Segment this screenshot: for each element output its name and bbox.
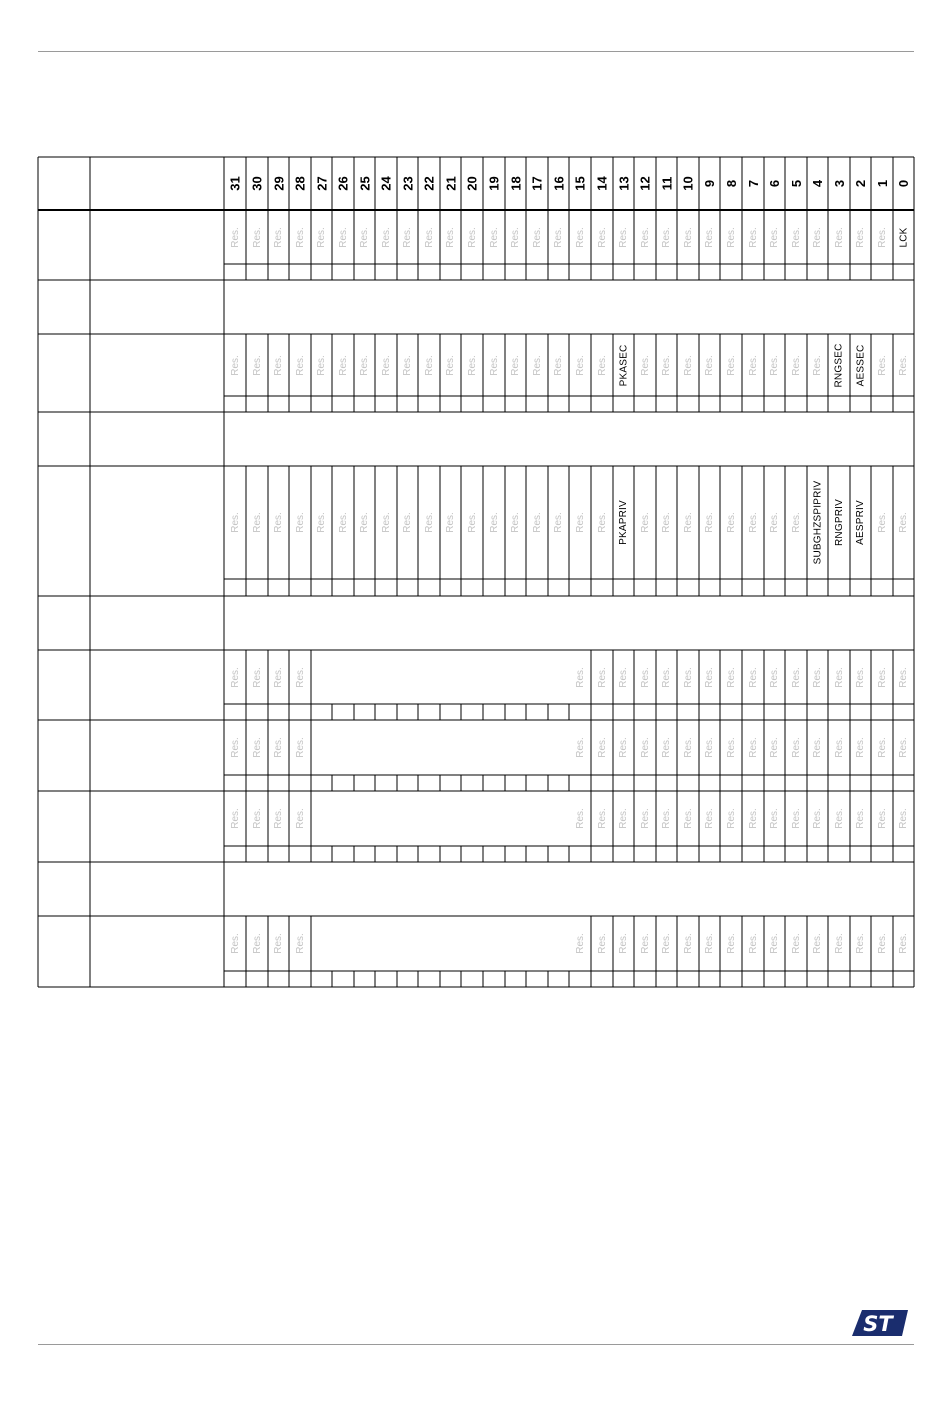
reserved-bit-label: Res. <box>509 354 521 376</box>
bit-number-1: 1 <box>874 179 890 187</box>
reserved-bit-label: Res. <box>747 512 759 533</box>
reserved-bit-label: Res. <box>639 512 651 533</box>
reserved-bit-label: Res. <box>833 737 845 758</box>
reserved-bit-label: Res. <box>596 808 608 829</box>
reserved-bit-label: Res. <box>854 808 866 829</box>
reserved-bit-label: Res. <box>660 354 672 376</box>
reserved-bit-label: Res. <box>444 226 456 248</box>
reserved-bit-label: Res. <box>639 933 651 954</box>
reserved-bit-label: Res. <box>747 737 759 758</box>
bit-number-0: 0 <box>896 179 912 187</box>
reserved-bit-label: Res. <box>444 354 456 376</box>
bit-number-30: 30 <box>249 175 265 191</box>
bit-number-17: 17 <box>529 175 545 191</box>
bit-number-14: 14 <box>594 175 610 191</box>
reserved-bit-label: Res. <box>294 808 306 829</box>
reserved-bit-label: Res. <box>337 354 349 376</box>
bit-number-31: 31 <box>227 175 243 191</box>
reserved-bit-label: Res. <box>229 933 241 954</box>
reserved-bit-label: Res. <box>725 354 737 376</box>
reserved-bit-label: Res. <box>790 226 802 248</box>
reserved-bit-label: Res. <box>639 354 651 376</box>
reserved-bit-label: Res. <box>509 512 521 533</box>
reserved-bit-label: Res. <box>876 354 888 376</box>
bit-number-13: 13 <box>616 175 632 191</box>
reserved-bit-label: Res. <box>682 808 694 829</box>
reserved-bit-label: Res. <box>552 354 564 376</box>
reserved-bit-label: Res. <box>854 737 866 758</box>
reserved-bit-label: Res. <box>251 808 263 829</box>
reserved-bit-label: Res. <box>315 512 327 533</box>
reserved-bit-label: Res. <box>790 512 802 533</box>
bit-number-15: 15 <box>572 175 588 191</box>
reserved-bit-label: Res. <box>272 933 284 954</box>
reserved-bit-label: Res. <box>811 666 823 688</box>
reserved-bit-label: Res. <box>660 226 672 248</box>
reserved-bit-label: Res. <box>294 737 306 758</box>
st-logo <box>850 1306 910 1340</box>
reserved-bit-label: Res. <box>617 226 629 248</box>
reserved-bit-label: Res. <box>574 512 586 533</box>
field-rngsec: RNGSEC <box>833 343 845 387</box>
reserved-bit-label: Res. <box>660 808 672 829</box>
reserved-bit-label: Res. <box>294 226 306 248</box>
reserved-bit-label: Res. <box>768 737 780 758</box>
reserved-bit-label: Res. <box>768 666 780 688</box>
reserved-bit-label: Res. <box>747 226 759 248</box>
reserved-bit-label: Res. <box>639 226 651 248</box>
bit-number-11: 11 <box>658 176 674 190</box>
reserved-bit-label: Res. <box>811 354 823 376</box>
reserved-bit-label: Res. <box>272 226 284 248</box>
reserved-bit-label: Res. <box>531 226 543 248</box>
reserved-bit-label: Res. <box>574 737 586 758</box>
reserved-bit-label: Res. <box>639 737 651 758</box>
reserved-bit-label: Res. <box>552 512 564 533</box>
reserved-bit-label: Res. <box>703 666 715 688</box>
reserved-bit-label: Res. <box>682 354 694 376</box>
reserved-bit-label: Res. <box>596 666 608 688</box>
reserved-bit-label: Res. <box>660 512 672 533</box>
reserved-bit-label: Res. <box>725 666 737 688</box>
reserved-bit-label: Res. <box>272 354 284 376</box>
reserved-bit-label: Res. <box>380 354 392 376</box>
bit-number-21: 21 <box>443 175 459 191</box>
reserved-bit-label: Res. <box>229 354 241 376</box>
reserved-bit-label: Res. <box>423 226 435 248</box>
reserved-bit-label: Res. <box>488 354 500 376</box>
reserved-bit-label: Res. <box>682 737 694 758</box>
bit-number-29: 29 <box>271 175 287 191</box>
reserved-bit-label: Res. <box>596 512 608 533</box>
reserved-bit-label: Res. <box>294 354 306 376</box>
reserved-bit-label: Res. <box>574 666 586 688</box>
reserved-bit-label: Res. <box>725 226 737 248</box>
bit-number-19: 19 <box>486 175 502 191</box>
reserved-bit-label: Res. <box>294 512 306 533</box>
bit-number-8: 8 <box>723 179 739 187</box>
reserved-bit-label: Res. <box>747 933 759 954</box>
reserved-bit-label: Res. <box>703 933 715 954</box>
bit-number-9: 9 <box>702 179 718 187</box>
reserved-bit-label: Res. <box>315 226 327 248</box>
reserved-bit-label: Res. <box>682 933 694 954</box>
bit-number-12: 12 <box>637 175 653 191</box>
reserved-bit-label: Res. <box>531 354 543 376</box>
reserved-bit-label: Res. <box>725 933 737 954</box>
bit-number-10: 10 <box>680 175 696 191</box>
bit-number-22: 22 <box>421 175 437 191</box>
reserved-bit-label: Res. <box>294 933 306 954</box>
reserved-bit-label: Res. <box>639 808 651 829</box>
reserved-bit-label: Res. <box>251 226 263 248</box>
bit-number-28: 28 <box>292 175 308 191</box>
bit-number-18: 18 <box>508 175 524 191</box>
reserved-bit-label: Res. <box>703 512 715 533</box>
reserved-bit-label: Res. <box>682 226 694 248</box>
reserved-bit-label: Res. <box>401 354 413 376</box>
reserved-bit-label: Res. <box>790 808 802 829</box>
reserved-bit-label: Res. <box>251 666 263 688</box>
reserved-bit-label: Res. <box>251 512 263 533</box>
reserved-bit-label: Res. <box>854 666 866 688</box>
reserved-bit-label: Res. <box>854 226 866 248</box>
reserved-bit-label: Res. <box>229 808 241 829</box>
reserved-bit-label: Res. <box>682 512 694 533</box>
bit-number-4: 4 <box>810 179 826 187</box>
reserved-bit-label: Res. <box>639 666 651 688</box>
reserved-bit-label: Res. <box>617 933 629 954</box>
reserved-bit-label: Res. <box>229 512 241 533</box>
reserved-bit-label: Res. <box>617 666 629 688</box>
field-pkapriv: PKAPRIV <box>617 500 629 545</box>
reserved-bit-label: Res. <box>833 808 845 829</box>
reserved-bit-label: Res. <box>660 666 672 688</box>
reserved-bit-label: Res. <box>703 354 715 376</box>
reserved-bit-label: Res. <box>401 512 413 533</box>
reserved-bit-label: Res. <box>574 354 586 376</box>
bit-number-16: 16 <box>551 175 567 191</box>
reserved-bit-label: Res. <box>315 354 327 376</box>
bit-number-25: 25 <box>357 175 373 191</box>
bit-number-7: 7 <box>745 179 761 187</box>
reserved-bit-label: Res. <box>466 226 478 248</box>
bit-number-24: 24 <box>378 175 394 191</box>
reserved-bit-label: Res. <box>509 226 521 248</box>
reserved-bit-label: Res. <box>876 226 888 248</box>
reserved-bit-label: Res. <box>444 512 456 533</box>
reserved-bit-label: Res. <box>725 512 737 533</box>
reserved-bit-label: Res. <box>272 666 284 688</box>
reserved-bit-label: Res. <box>897 933 909 954</box>
reserved-bit-label: Res. <box>229 737 241 758</box>
reserved-bit-label: Res. <box>768 512 780 533</box>
reserved-bit-label: Res. <box>725 808 737 829</box>
reserved-bit-label: Res. <box>833 933 845 954</box>
reserved-bit-label: Res. <box>897 666 909 688</box>
reserved-bit-label: Res. <box>596 226 608 248</box>
reserved-bit-label: Res. <box>358 512 370 533</box>
reserved-bit-label: Res. <box>358 354 370 376</box>
reserved-bit-label: Res. <box>574 226 586 248</box>
reserved-bit-label: Res. <box>747 354 759 376</box>
reserved-bit-label: Res. <box>682 666 694 688</box>
reserved-bit-label: Res. <box>811 226 823 248</box>
reserved-bit-label: Res. <box>229 226 241 248</box>
reserved-bit-label: Res. <box>703 737 715 758</box>
reserved-bit-label: Res. <box>660 737 672 758</box>
reserved-bit-label: Res. <box>768 354 780 376</box>
reserved-bit-label: Res. <box>833 226 845 248</box>
field-subghzspipriv: SUBGHZSPIPRIV <box>811 480 823 565</box>
reserved-bit-label: Res. <box>272 512 284 533</box>
bit-number-26: 26 <box>335 175 351 191</box>
reserved-bit-label: Res. <box>617 737 629 758</box>
svg-text:ST: ST <box>863 1312 893 1336</box>
bit-number-2: 2 <box>853 179 869 187</box>
reserved-bit-label: Res. <box>596 354 608 376</box>
reserved-bit-label: Res. <box>768 226 780 248</box>
reserved-bit-label: Res. <box>897 808 909 829</box>
reserved-bit-label: Res. <box>466 512 478 533</box>
reserved-bit-label: Res. <box>552 226 564 248</box>
reserved-bit-label: Res. <box>660 933 672 954</box>
field-lck: LCK <box>898 226 910 248</box>
reserved-bit-label: Res. <box>897 512 909 533</box>
reserved-bit-label: Res. <box>790 666 802 688</box>
reserved-bit-label: Res. <box>272 808 284 829</box>
reserved-bit-label: Res. <box>768 933 780 954</box>
reserved-bit-label: Res. <box>294 666 306 688</box>
reserved-bit-label: Res. <box>811 933 823 954</box>
footer-rule <box>38 1344 914 1345</box>
reserved-bit-label: Res. <box>725 737 737 758</box>
reserved-bit-label: Res. <box>337 226 349 248</box>
reserved-bit-label: Res. <box>401 226 413 248</box>
reserved-bit-label: Res. <box>466 354 478 376</box>
reserved-bit-label: Res. <box>423 512 435 533</box>
reserved-bit-label: Res. <box>811 808 823 829</box>
reserved-bit-label: Res. <box>380 512 392 533</box>
reserved-bit-label: Res. <box>488 226 500 248</box>
reserved-bit-label: Res. <box>423 354 435 376</box>
reserved-bit-label: Res. <box>876 933 888 954</box>
reserved-bit-label: Res. <box>229 666 241 688</box>
bit-number-5: 5 <box>788 179 804 187</box>
reserved-bit-label: Res. <box>876 808 888 829</box>
field-aessec: AESSEC <box>854 344 866 386</box>
bit-number-3: 3 <box>831 179 847 187</box>
reserved-bit-label: Res. <box>876 666 888 688</box>
reserved-bit-label: Res. <box>574 808 586 829</box>
reserved-bit-label: Res. <box>897 354 909 376</box>
reserved-bit-label: Res. <box>251 354 263 376</box>
reserved-bit-label: Res. <box>897 737 909 758</box>
bit-number-27: 27 <box>314 175 330 191</box>
bit-number-23: 23 <box>400 175 416 191</box>
reserved-bit-label: Res. <box>531 512 543 533</box>
reserved-bit-label: Res. <box>790 933 802 954</box>
reserved-bit-label: Res. <box>811 737 823 758</box>
reserved-bit-label: Res. <box>854 933 866 954</box>
reserved-bit-label: Res. <box>790 737 802 758</box>
reserved-bit-label: Res. <box>747 808 759 829</box>
reserved-bit-label: Res. <box>380 226 392 248</box>
reserved-bit-label: Res. <box>596 737 608 758</box>
bit-number-20: 20 <box>464 175 480 191</box>
reserved-bit-label: Res. <box>876 512 888 533</box>
field-rngpriv: RNGPRIV <box>833 499 845 546</box>
reserved-bit-label: Res. <box>251 933 263 954</box>
reserved-bit-label: Res. <box>703 226 715 248</box>
reserved-bit-label: Res. <box>833 666 845 688</box>
field-pkasec: PKASEC <box>617 344 629 386</box>
reserved-bit-label: Res. <box>747 666 759 688</box>
bit-number-6: 6 <box>767 179 783 187</box>
reserved-bit-label: Res. <box>876 737 888 758</box>
reserved-bit-label: Res. <box>703 808 715 829</box>
reserved-bit-label: Res. <box>251 737 263 758</box>
reserved-bit-label: Res. <box>596 933 608 954</box>
reserved-bit-label: Res. <box>768 808 780 829</box>
reserved-bit-label: Res. <box>272 737 284 758</box>
reserved-bit-label: Res. <box>337 512 349 533</box>
reserved-bit-label: Res. <box>358 226 370 248</box>
field-aespriv: AESPRIV <box>854 500 866 545</box>
reserved-bit-label: Res. <box>488 512 500 533</box>
reserved-bit-label: Res. <box>574 933 586 954</box>
reserved-bit-label: Res. <box>790 354 802 376</box>
reserved-bit-label: Res. <box>617 808 629 829</box>
